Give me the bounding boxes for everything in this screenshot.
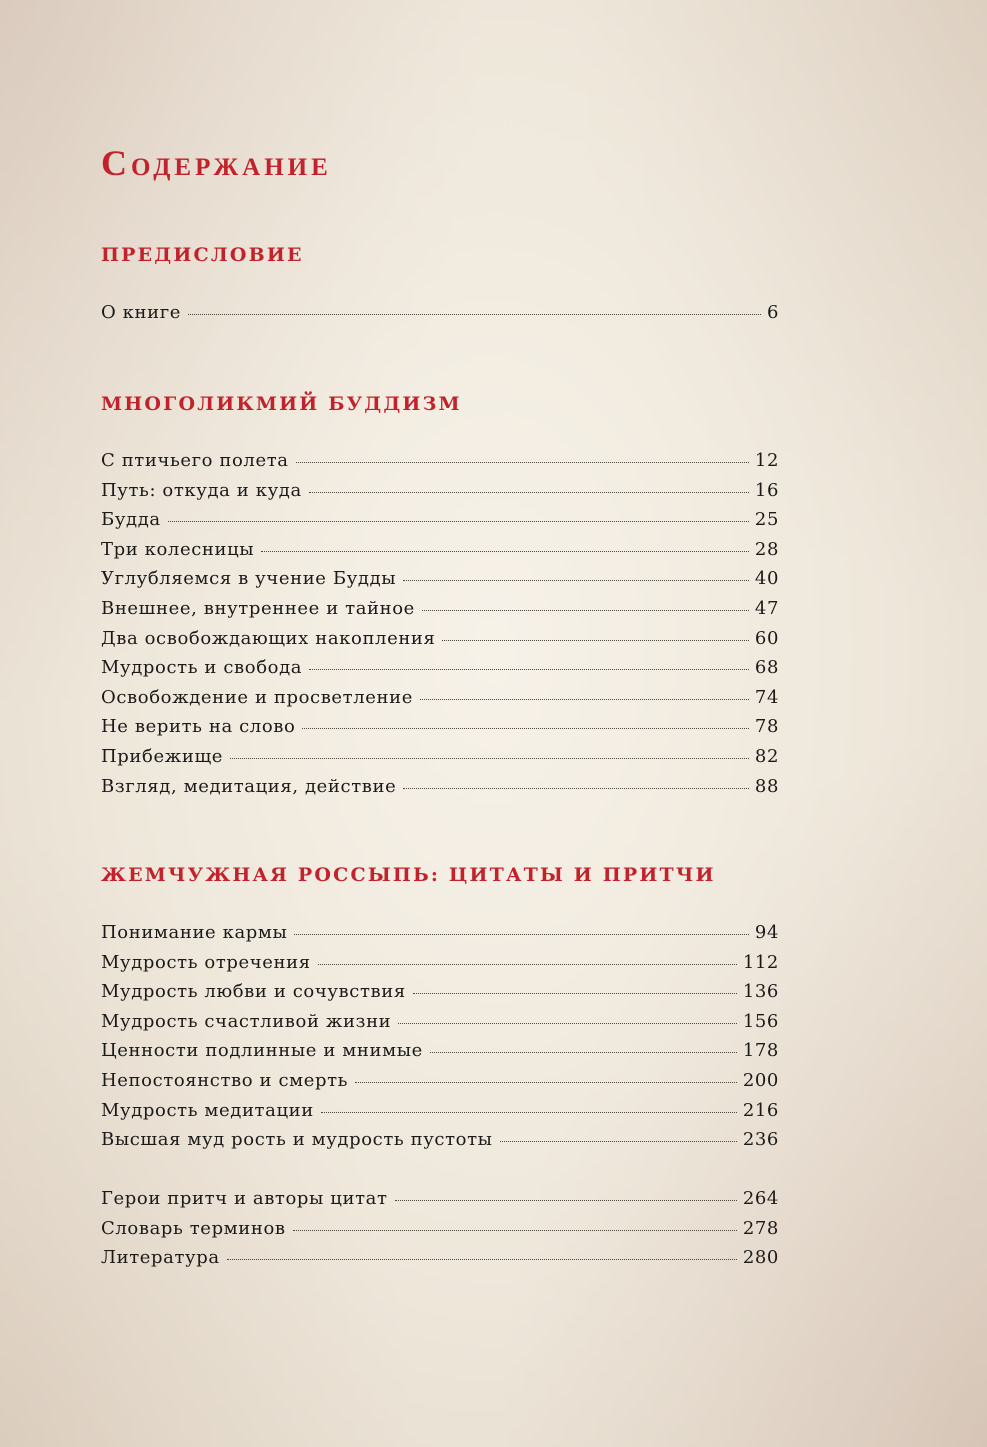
- dot-leader: [355, 1082, 737, 1083]
- dot-leader: [318, 964, 737, 965]
- toc-entry-page: 94: [754, 922, 779, 943]
- toc-entry-page: 47: [754, 597, 779, 619]
- dot-leader: [398, 1023, 737, 1024]
- dot-leader: [261, 551, 749, 552]
- dot-leader: [168, 521, 749, 522]
- toc-entry-title: Не верить на слово: [101, 716, 296, 738]
- toc-entry[interactable]: [101, 1070, 779, 1100]
- toc-entry-title: Углубляемся в учение Будды: [101, 568, 397, 590]
- toc-entry-title: Мудрость любви и сочувствия: [101, 981, 406, 1003]
- toc-entry-page: 88: [754, 775, 779, 797]
- toc-list-buddhism: [101, 450, 779, 805]
- dot-leader: [442, 640, 748, 641]
- toc-entry[interactable]: [101, 1011, 779, 1041]
- toc-entry[interactable]: [101, 302, 779, 332]
- toc-entry-title: Непостоянство и смерть: [101, 1069, 349, 1091]
- toc-entry-title: Понимание кармы: [101, 922, 288, 943]
- toc-entry[interactable]: [101, 716, 779, 746]
- dot-leader: [230, 758, 749, 759]
- toc-entry-title: Освобождение и просветление: [101, 686, 413, 708]
- toc-entry[interactable]: [101, 687, 779, 717]
- toc-entry-page: 178: [742, 1040, 779, 1062]
- toc-entry[interactable]: [101, 568, 779, 598]
- toc-entry-title: Прибежище: [101, 745, 224, 767]
- toc-entry-page: 264: [742, 1188, 779, 1209]
- toc-entry-title: Литература: [101, 1247, 220, 1269]
- section-heading-buddhism: МНОГОЛИКМИЙ БУДДИЗМ: [101, 393, 462, 415]
- toc-entry-page: 68: [754, 657, 779, 679]
- toc-entry-page: 280: [742, 1247, 779, 1269]
- toc-entry[interactable]: [101, 1218, 779, 1248]
- dot-leader: [430, 1052, 737, 1053]
- dot-leader: [309, 492, 749, 493]
- dot-leader: [296, 462, 749, 463]
- toc-entry-title: Мудрость отречения: [101, 951, 311, 973]
- toc-list-quotes-parables: [101, 922, 779, 1159]
- toc-entry-page: 28: [754, 538, 779, 560]
- toc-entry[interactable]: [101, 1247, 779, 1277]
- toc-entry-title: Мудрость и свобода: [101, 657, 303, 679]
- dot-leader: [395, 1200, 737, 1201]
- toc-entry-title: Мудрость счастливой жизни: [101, 1010, 392, 1032]
- dot-leader: [227, 1259, 737, 1260]
- toc-entry-page: 25: [754, 509, 779, 531]
- toc-entry[interactable]: [101, 1129, 779, 1159]
- toc-entry[interactable]: [101, 480, 779, 510]
- dot-leader: [420, 699, 749, 700]
- dot-leader: [302, 728, 748, 729]
- toc-entry-title: Два освобождающих накопления: [101, 627, 436, 649]
- dot-leader: [188, 314, 761, 315]
- toc-entry-page: 40: [754, 568, 779, 590]
- dot-leader: [293, 1230, 737, 1231]
- toc-entry[interactable]: [101, 981, 779, 1011]
- toc-entry[interactable]: [101, 1040, 779, 1070]
- dot-leader: [413, 993, 737, 994]
- toc-entry-title: Взгляд, медитация, действие: [101, 775, 397, 797]
- toc-entry[interactable]: [101, 539, 779, 569]
- toc-entry-title: Высшая муд рость и мудрость пустоты: [101, 1129, 493, 1151]
- toc-entry-page: 112: [742, 951, 779, 973]
- toc-entry-title: Мудрость медитации: [101, 1099, 314, 1121]
- toc-entry[interactable]: [101, 746, 779, 776]
- toc-entry-page: 6: [766, 302, 779, 323]
- toc-entry-page: 78: [754, 716, 779, 738]
- toc-entry[interactable]: [101, 628, 779, 658]
- toc-entry[interactable]: [101, 952, 779, 982]
- section-heading-preface: ПРЕДИСЛОВИЕ: [101, 244, 304, 266]
- toc-entry-page: 278: [742, 1217, 779, 1239]
- toc-entry-page: 82: [754, 745, 779, 767]
- toc-entry-page: 216: [742, 1099, 779, 1121]
- toc-entry-title: Ценности подлинные и мнимые: [101, 1040, 423, 1062]
- dot-leader: [403, 788, 749, 789]
- toc-entry[interactable]: [101, 509, 779, 539]
- toc-entry-title: Словарь терминов: [101, 1217, 286, 1239]
- toc-entry[interactable]: [101, 776, 779, 806]
- dot-leader: [422, 610, 749, 611]
- toc-entry-title: Три колесницы: [101, 538, 255, 560]
- page-title: Содержание: [101, 143, 332, 183]
- toc-entry-title: С птичьего полета: [101, 450, 289, 471]
- toc-entry[interactable]: [101, 1100, 779, 1130]
- toc-entry-page: 156: [742, 1010, 779, 1032]
- toc-entry-title: Внешнее, внутреннее и тайное: [101, 597, 415, 619]
- toc-entry-page: 136: [742, 981, 779, 1003]
- toc-entry[interactable]: [101, 657, 779, 687]
- dot-leader: [321, 1112, 737, 1113]
- toc-entry-page: 16: [754, 479, 779, 501]
- dot-leader: [294, 934, 748, 935]
- toc-entry[interactable]: [101, 1188, 779, 1218]
- toc-entry-title: Будда: [101, 509, 161, 531]
- toc-entry-page: 60: [754, 627, 779, 649]
- toc-entry-page: 12: [754, 450, 779, 471]
- toc-entry[interactable]: [101, 922, 779, 952]
- toc-entry-title: О книге: [101, 302, 182, 323]
- dot-leader: [403, 580, 749, 581]
- toc-entry-page: 74: [754, 686, 779, 708]
- toc-entry-page: 236: [742, 1129, 779, 1151]
- dot-leader: [500, 1141, 737, 1142]
- toc-entry[interactable]: [101, 450, 779, 480]
- toc-list-preface: [101, 302, 779, 332]
- toc-entry-page: 200: [742, 1069, 779, 1091]
- dot-leader: [309, 669, 749, 670]
- toc-entry-title: Путь: откуда и куда: [101, 479, 302, 501]
- toc-entry-title: Герои притч и авторы цитат: [101, 1188, 388, 1209]
- section-heading-quotes-parables: ЖЕМЧУЖНАЯ РОССЫПЬ: ЦИТАТЫ И ПРИТЧИ: [101, 864, 716, 886]
- toc-list-appendix: [101, 1188, 779, 1277]
- toc-entry[interactable]: [101, 598, 779, 628]
